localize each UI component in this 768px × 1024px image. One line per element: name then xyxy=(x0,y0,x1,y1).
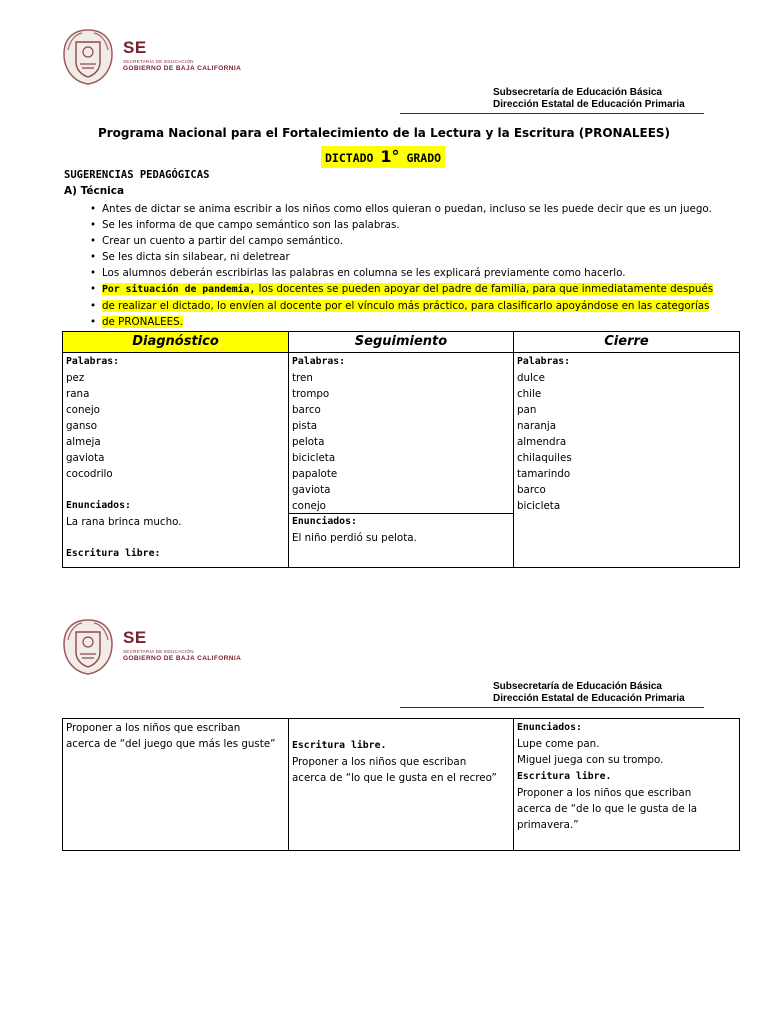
header-rule xyxy=(400,113,704,114)
enunciado: Lupe come pan. xyxy=(517,738,600,750)
se-subtitle: SECRETARÍA DE EDUCACIÓN xyxy=(123,59,194,64)
baja-california-seal-icon xyxy=(62,618,114,676)
seguimiento-enunciados-cell xyxy=(292,514,417,546)
list-item-pandemia: • Por situación de pandemia, los docentes se pueden apoyar del padre de familia, para que inmediatamente después xyxy=(90,281,730,298)
word: rana xyxy=(66,388,90,400)
logo-block xyxy=(62,28,262,90)
word: tamarindo xyxy=(517,468,571,480)
word: pez xyxy=(66,372,85,384)
header-cierre: Cierre xyxy=(604,334,649,349)
primavera-cell xyxy=(517,720,697,833)
header-seguimiento: Seguimiento xyxy=(354,334,448,349)
list-item: • Se les dicta sin silabear, ni deletrear xyxy=(90,249,730,265)
se-logo-text: SE xyxy=(123,628,147,647)
recreo-cell xyxy=(292,738,497,786)
cell-line: acerca de “del juego que más les guste” xyxy=(66,738,276,750)
list-item: • Crear un cuento a partir del campo semántico. xyxy=(90,233,730,249)
palabras-label: Palabras: xyxy=(517,356,571,367)
header-diagnostico: Diagnóstico xyxy=(63,332,288,353)
header-rule xyxy=(400,707,704,708)
cell-line: acerca de “de lo que le gusta de la xyxy=(517,803,698,815)
word: pelota xyxy=(292,436,325,448)
cell-line: Proponer a los niños que escriban xyxy=(292,756,467,768)
word: conejo xyxy=(66,404,100,416)
list-item: • Los alumnos deberán escribirlas las palabras en columna se les explicará previamente como hacerlo. xyxy=(90,265,730,281)
word: ganso xyxy=(66,420,98,432)
cell-line: primavera.” xyxy=(517,819,579,831)
word: naranja xyxy=(517,420,557,432)
enunciados-label: Enunciados: xyxy=(292,516,357,527)
word: chilaquiles xyxy=(517,452,572,464)
word: barco xyxy=(292,404,321,416)
enunciados-label: Enunciados: xyxy=(66,500,131,511)
direccion-heading: Dirección Estatal de Educación Primaria xyxy=(493,693,685,704)
seguimiento-cell xyxy=(292,354,345,514)
escritura-libre-label: Escritura libre. xyxy=(292,740,387,751)
word: almeja xyxy=(66,436,101,448)
enunciado: La rana brinca mucho. xyxy=(66,516,182,528)
escritura-libre-label: Escritura libre: xyxy=(66,548,161,559)
dictado-title: DICTADO 1° GRADO xyxy=(321,146,445,168)
palabras-label: Palabras: xyxy=(292,356,346,367)
cell-line: Proponer a los niños que escriban xyxy=(517,787,692,799)
gobierno-text: GOBIERNO DE BAJA CALIFORNIA xyxy=(123,655,242,662)
subsecretaria-heading: Subsecretaría de Educación Básica xyxy=(493,681,662,692)
list-item: • Se les informa de que campo semántico son las palabras. xyxy=(90,217,730,233)
word: gaviota xyxy=(66,452,105,464)
sugerencias-heading: SUGERENCIAS PEDAGÓGICAS xyxy=(64,169,210,181)
diagnostico-cell xyxy=(66,354,182,562)
word: pan xyxy=(517,404,537,416)
column-divider xyxy=(288,719,289,850)
escritura-libre-label: Escritura libre. xyxy=(517,771,612,782)
word: barco xyxy=(517,484,546,496)
word: cocodrilo xyxy=(66,468,113,480)
word: conejo xyxy=(292,500,326,512)
se-logo-text: SE xyxy=(123,38,147,57)
word: chile xyxy=(517,388,542,400)
column-divider xyxy=(288,332,289,567)
word: papalote xyxy=(292,468,338,480)
list-item: • Antes de dictar se anima escribir a los niños como ellos quieran o puedan, incluso se les puede decir que es un juego. xyxy=(90,201,730,217)
enunciados-label: Enunciados: xyxy=(517,722,582,733)
word: gaviota xyxy=(292,484,331,496)
logo-block-page-2 xyxy=(62,618,262,680)
escritura-table xyxy=(62,718,740,851)
gobierno-text: GOBIERNO DE BAJA CALIFORNIA xyxy=(123,65,242,72)
juego-cell xyxy=(66,720,276,752)
se-subtitle: SECRETARÍA DE EDUCACIÓN xyxy=(123,649,194,654)
tecnica-heading: A) Técnica xyxy=(64,185,125,197)
palabras-label: Palabras: xyxy=(66,356,120,367)
enunciado: El niño perdió su pelota. xyxy=(292,532,417,544)
subsecretaria-heading: Subsecretaría de Educación Básica xyxy=(493,87,662,98)
pandemia-line-3: • de PRONALEES. xyxy=(90,314,730,330)
pandemia-line-2: • de realizar el dictado, lo envíen al docente por el vínculo más práctico, para clasificarlo apoyándose en las categorías xyxy=(90,298,730,314)
sugerencias-list xyxy=(90,201,730,330)
dictado-table xyxy=(62,331,740,568)
cierre-cell xyxy=(517,354,572,514)
word: pista xyxy=(292,420,318,432)
word: trompo xyxy=(292,388,330,400)
program-title: Programa Nacional para el Fortalecimiento de la Lectura y la Escritura (PRONALEES) xyxy=(97,126,671,140)
column-divider xyxy=(513,332,514,567)
word: dulce xyxy=(517,372,545,384)
cell-line: Proponer a los niños que escriban xyxy=(66,722,241,734)
column-divider xyxy=(513,719,514,850)
word: almendra xyxy=(517,436,567,448)
enunciado: Miguel juega con su trompo. xyxy=(517,754,664,766)
direccion-heading: Dirección Estatal de Educación Primaria xyxy=(493,99,685,110)
word: tren xyxy=(292,372,313,384)
word: bicicleta xyxy=(292,452,336,464)
baja-california-seal-icon xyxy=(62,28,114,86)
cell-line: acerca de “lo que le gusta en el recreo” xyxy=(292,772,497,784)
word: bicicleta xyxy=(517,500,561,512)
